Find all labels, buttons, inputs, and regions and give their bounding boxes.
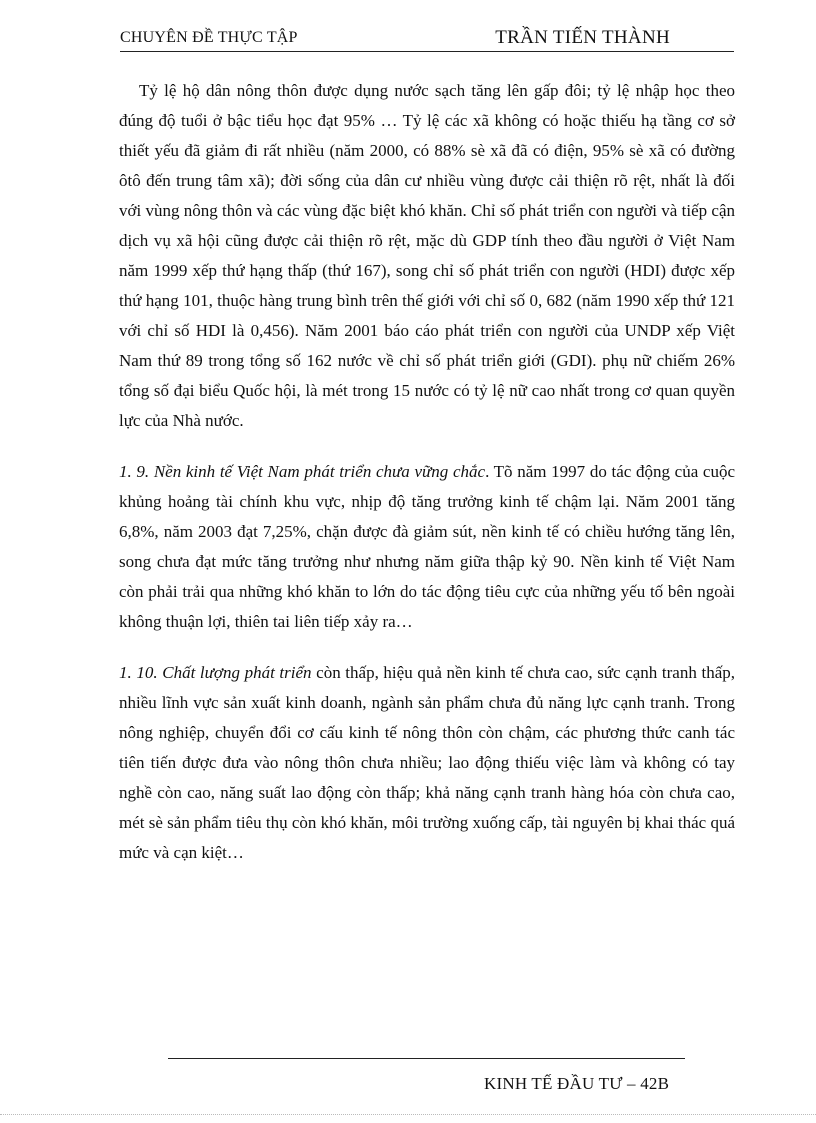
paragraph-economy-unstable xyxy=(119,457,735,637)
header-divider xyxy=(120,51,734,52)
section-heading-1-10: 1. 10. Chất lượng phát triển xyxy=(119,663,312,682)
header-author-name: TRẦN TIẾN THÀNH xyxy=(495,27,670,48)
section-body-1-9: . Tõ năm 1997 do tác động của cuộc khủng hoảng tài chính khu vực, nhịp độ tăng trưởng kinh tế chậm lại. Năm 2001 tăng 6,8%, năm 2003 đạt 7,25%, chặn được đà giảm sút, nền kinh tế có chiều hướng tăng lên, song chưa đạt mức tăng trưởng như nhưng năm giữa thập kỷ 90. Nền kinh tế Việt Nam còn phải trải qua những khó khăn to lớn do tác động tiêu cực của những yếu tố bên ngoài không thuận lợi, thiên tai liên tiếp xảy ra… xyxy=(119,462,735,631)
footer-divider xyxy=(168,1058,685,1059)
paragraph-rural-development: Tỷ lệ hộ dân nông thôn được dụng nước sạch tăng lên gấp đôi; tỷ lệ nhập học theo đúng độ tuổi ở bậc tiểu học đạt 95% … Tỷ lệ các xã không có hoặc thiếu hạ tầng cơ sở thiết yếu đã giảm đi rất nhiều (năm 2000, có 88% sè xã đã có điện, 95% sè xã có đường ôtô đến trung tâm xã); đời sống của dân cư nhiều vùng được cải thiện rõ rệt, nhất là đối với vùng nông thôn và các vùng đặc biệt khó khăn. Chỉ số phát triển con người và tiếp cận dịch vụ xã hội cũng được cải thiện rõ rệt, mặc dù GDP tính theo đầu người ở Việt Nam năm 1999 xếp thứ hạng thấp (thứ 167), song chỉ số phát triển con người (HDI) được xếp thứ hạng 101, thuộc hàng trung bình trên thế giới với chỉ số 0, 682 (năm 1990 xếp thứ 121 với chỉ số HDI là 0,456). Năm 2001 báo cáo phát triển con người của UNDP xếp Việt Nam thứ 89 trong tổng số 162 nước về chỉ số phát triển giới (GDI). phụ nữ chiếm 26% tổng số đại biểu Quốc hội, là mét trong 15 nước có tỷ lệ nữ cao nhất trong cơ quan quyền lực của Nhà nước. xyxy=(119,81,735,430)
page-edge-dotted-line xyxy=(0,1114,816,1115)
document-body xyxy=(119,76,735,868)
section-heading-1-9: 1. 9. Nền kinh tế Việt Nam phát triển chưa vững chắc xyxy=(119,462,486,481)
page-header xyxy=(120,27,734,53)
header-document-type: CHUYÊN ĐỀ THỰC TẬP xyxy=(120,29,298,46)
footer-department: KINH TẾ ĐẦU TƯ – 42B xyxy=(484,1074,670,1093)
section-body-1-10: còn thấp, hiệu quả nền kinh tế chưa cao, sức cạnh tranh thấp, nhiều lĩnh vực sản xuất kinh doanh, ngành sản phẩm chưa đủ năng lực cạnh tranh. Trong nông nghiệp, chuyển đổi cơ cấu kinh tế nông thôn còn chậm, các phương thức canh tác tiên tiến được đưa vào nông thôn chưa nhiều; lao động thiếu việc làm và không có tay nghề còn cao, năng suất lao động còn thấp; khả năng cạnh tranh hàng hóa còn chưa cao, mét sè sản phẩm tiêu thụ còn khó khăn, môi trường xuống cấp, tài nguyên bị khai thác quá mức và cạn kiệt… xyxy=(119,663,735,862)
paragraph-development-quality xyxy=(119,658,735,868)
